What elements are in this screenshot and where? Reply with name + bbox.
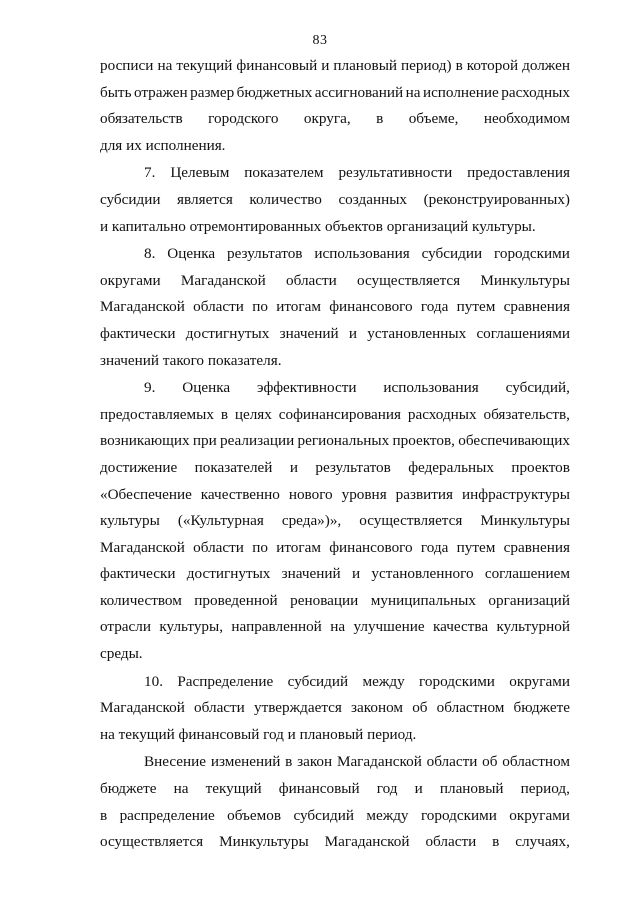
text-line: быть отражен размер бюджетных ассигнований на исполнение расходных [100, 83, 570, 101]
text-line: среды. [100, 645, 143, 663]
paragraph-10 [100, 669, 570, 749]
text-line: отрасли культуры, направленной на улучшение качества культурной [100, 618, 570, 636]
text-line: предоставляемых в целях софинансирования расходных обязательств, [100, 405, 570, 423]
text-line: достижение показателей и результатов федеральных проектов [100, 458, 570, 476]
text-line: значений такого показателя. [100, 351, 282, 369]
text-line: и капитально отремонтированных объектов организаций культуры. [100, 217, 536, 235]
text-line: субсидии является количество созданных (реконструированных) [100, 190, 570, 208]
text-line: 7. Целевым показателем результативности предоставления [144, 164, 570, 182]
text-line: фактически достигнутых значений и установленных соглашениями [100, 324, 570, 342]
text-line: округами Магаданской области осуществляется Минкультуры [100, 271, 570, 289]
text-line: Магаданской области по итогам финансового года путем сравнения [100, 298, 570, 316]
text-line: 8. Оценка результатов использования субсидии городскими [144, 245, 570, 263]
text-line: бюджете на текущий финансовый год и плановый период, [100, 780, 570, 798]
text-line: обязательств городского округа, в объеме, необходимом [100, 110, 570, 128]
text-line: Внесение изменений в закон Магаданской области об областном [144, 753, 570, 771]
text-line: «Обеспечение качественно нового уровня развития инфраструктуры [100, 485, 570, 503]
paragraph-8 [100, 241, 570, 374]
text-line: 10. Распределение субсидий между городскими округами [144, 672, 570, 690]
text-line: осуществляется Минкультуры Магаданской области в случаях, [100, 833, 570, 851]
paragraph-amendments [100, 749, 570, 855]
text-line: фактически достигнутых значений и установленного соглашением [100, 565, 570, 583]
text-line: 9. Оценка эффективности использования субсидий, [144, 379, 570, 397]
text-line: на текущий финансовый год и плановый период. [100, 725, 417, 743]
text-line: количеством проведенной реновации муниципальных организаций [100, 591, 570, 609]
text-line: для их исполнения. [100, 136, 226, 154]
page-number: 83 [312, 33, 328, 48]
paragraph-continuation [100, 53, 570, 159]
text-line: росписи на текущий финансовый и плановый период) в которой должен [100, 57, 570, 74]
document-body [100, 53, 570, 857]
text-line: Магаданской области по итогам финансового года путем сравнения [100, 538, 570, 556]
text-line: возникающих при реализации региональных проектов, обеспечивающих [100, 432, 570, 450]
text-line: культуры («Культурная среда»)», осуществляется Минкультуры [100, 512, 570, 530]
text-line: Магаданской области утверждается законом об областном бюджете [100, 699, 570, 717]
text-line: в распределение объемов субсидий между городскими округами [100, 806, 570, 824]
paragraph-9 [100, 375, 570, 668]
paragraph-7 [100, 160, 570, 240]
